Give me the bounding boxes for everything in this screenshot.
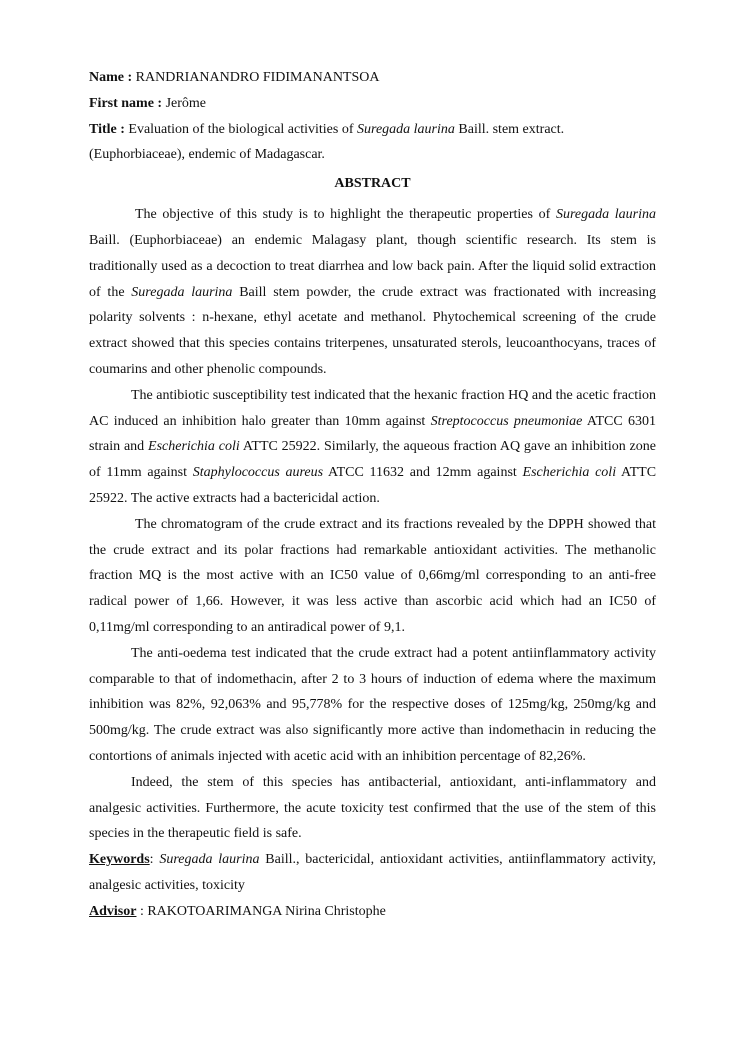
abstract-heading: ABSTRACT <box>334 176 411 192</box>
keywords-species: Suregada laurina <box>159 852 260 868</box>
abstract-paragraph-2 <box>89 383 656 512</box>
first-name-line <box>89 91 656 117</box>
p1-species-1: Suregada laurina <box>555 207 656 223</box>
advisor-name: RAKOTOARIMANGA Nirina Christophe <box>147 903 386 919</box>
title-line-2: (Euphorbiaceae), endemic of Madagascar. <box>89 147 325 163</box>
title-line <box>89 117 656 143</box>
abstract-paragraph-1 <box>89 202 656 383</box>
abstract-paragraph-4: The anti-oedema test indicated that the crude extract had a potent antiinflammatory activity comparable to that of indomethacin, after 2 to 3 hours of induction of edema where the maximum inhibition was 82%, 92,063% and 95,778% for the respective doses of 125mg/kg, 250mg/kg and 500mg/kg. The crude extract was also significantly more active than indomethacin in reducing the contortions of animals injected with acetic acid with an inhibition percentage of 82,26%. <box>89 645 656 764</box>
abstract-paragraph-5: Indeed, the stem of this species has antibacterial, antioxidant, anti-inflammatory and analgesic activities. Furthermore, the acute toxicity test confirmed that the use of the stem of this species in the therapeutic field is safe. <box>89 774 656 842</box>
p2-organism-4: Escherichia coli <box>522 465 617 481</box>
abstract-paragraph-3: The chromatogram of the crude extract and its fractions revealed by the DPPH showed that the crude extract and its polar fractions had remarkable antioxidant activities. The methanolic fraction MQ is the most active with an IC50 value of 0,66mg/ml corresponding to an anti-free radical power of 1,66. However, it was less active than ascorbic acid which had an IC50 of 0,11mg/ml corresponding to an antiradical power of 9,1. <box>89 516 656 635</box>
p2-organism-2: Escherichia coli <box>148 439 240 455</box>
p1-text-c: Baill stem powder, the crude extract was fractionated with increasing polarity solvents : n-hexane, ethyl acetate and methanol. Phytochemical screening of the crude extract showed that this species contains triterpenes, unsaturated sterols, leucoanthocyans, traces of coumarins and other phenolic compounds. <box>89 284 656 377</box>
p1-text-a: The objective of this study is to highlight the therapeutic properties of <box>135 207 551 223</box>
title-pre: Evaluation of the biological activities of <box>128 121 354 137</box>
p1-text-b: Baill. (Euphorbiaceae) an endemic Malagasy plant, though scientific research. Its stem is traditionally used as a decoction to treat diarrhea and low back pain. After the liquid solid extraction of the <box>89 232 656 300</box>
p2-text-a: The antibiotic susceptibility test indicated that the hexanic fraction HQ and the acetic fraction AC induced an inhibition halo greater than 10mm against <box>89 387 656 429</box>
p2-text-c: ATTC 25922. Similarly, the aqueous fraction AQ gave an inhibition zone of 11mm against <box>89 439 656 481</box>
p2-text-d: ATCC 11632 and 12mm against <box>328 465 517 481</box>
p2-organism-3: Staphylococcus aureus <box>192 465 324 481</box>
name-value: RANDRIANANDRO FIDIMANANTSOA <box>135 70 380 85</box>
advisor-line <box>89 899 656 925</box>
p2-text-b: ATCC 6301 strain and <box>89 413 656 455</box>
p1-species-2: Suregada laurina <box>131 284 233 300</box>
advisor-label: Advisor <box>89 903 137 919</box>
keywords-line <box>89 847 656 899</box>
first-name-value: Jerôme <box>165 95 207 111</box>
abstract-sheet <box>89 65 656 925</box>
p2-text-e: ATTC 25922. The active extracts had a bactericidal action. <box>89 465 657 506</box>
title-species: Suregada laurina <box>357 121 455 137</box>
keywords-separator: : <box>149 852 154 868</box>
p2-organism-1: Streptococcus pneumoniae <box>430 413 583 429</box>
advisor-separator: : <box>136 903 148 919</box>
name-label: Name : <box>89 70 133 85</box>
keywords-label: Keywords <box>89 852 150 868</box>
first-name-label: First name : <box>89 95 163 111</box>
keywords-list: Baill., bactericidal, antioxidant activities, antiinflammatory activity, analgesic activities, toxicity <box>89 852 656 893</box>
title-label: Title : <box>89 121 125 137</box>
name-line <box>89 65 656 91</box>
title-post: Baill. stem extract. <box>458 121 565 137</box>
